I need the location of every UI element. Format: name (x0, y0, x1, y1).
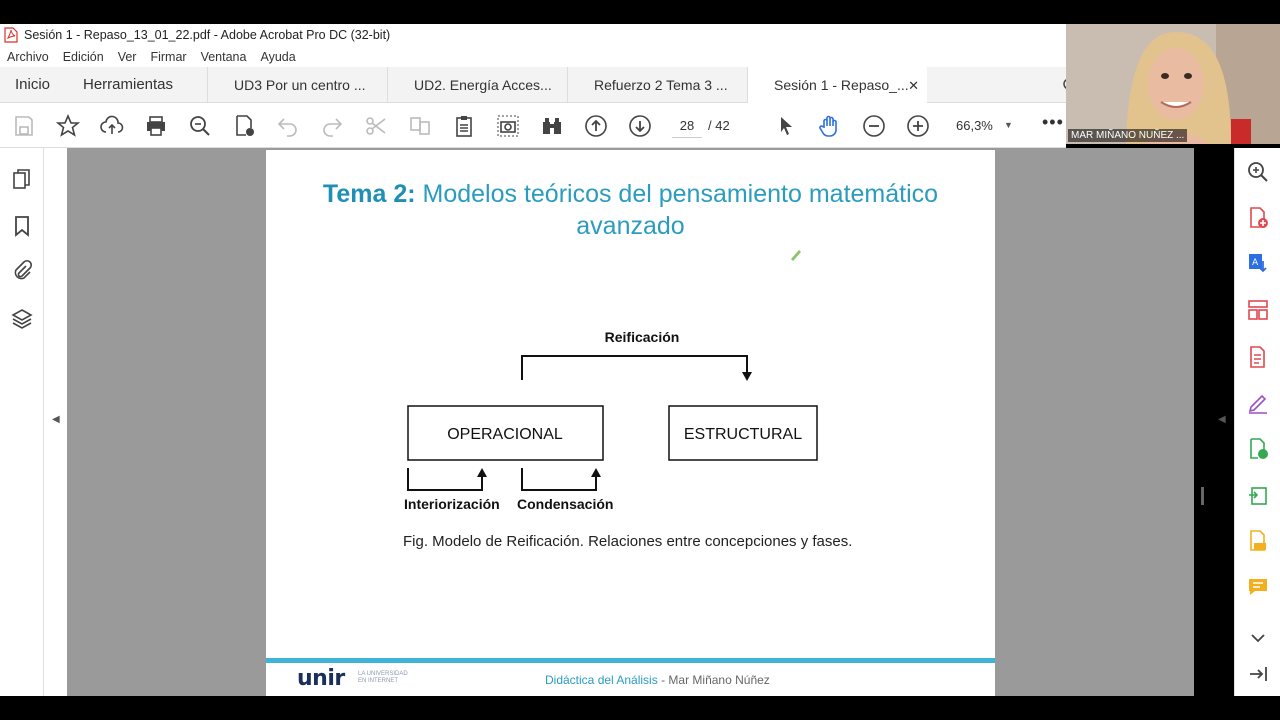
reification-arrow (522, 356, 747, 380)
pointer-icon[interactable] (774, 114, 798, 138)
tab-inicio[interactable]: Inicio (15, 76, 51, 93)
close-tab-icon[interactable]: ✕ (908, 78, 919, 93)
tab-herramientas[interactable]: Herramientas (83, 76, 174, 93)
share-icon[interactable] (1246, 437, 1270, 461)
window-title: Sesión 1 - Repaso_13_01_22.pdf - Adobe Acrobat Pro DC (32-bit) (24, 28, 391, 42)
menu-edicion[interactable]: Edición (62, 49, 104, 64)
participant-name: MAR MIÑANO NUÑEZ ... (1068, 129, 1187, 142)
footer-accent-line (266, 658, 995, 663)
slide-title-rest: Modelos teóricos del pensamiento matemático avanzado (415, 180, 939, 240)
camera-icon[interactable] (496, 114, 520, 138)
compare-icon[interactable] (408, 114, 432, 138)
fill-sign-icon[interactable] (1246, 391, 1270, 415)
condensacion-arrowhead (591, 468, 601, 477)
chevron-down-icon[interactable]: ▼ (1004, 120, 1013, 130)
pdf-page (266, 150, 995, 696)
tagline-line-1: LA UNIVERSIDAD (358, 671, 408, 677)
left-navigation-panel (0, 148, 44, 696)
page-down-icon[interactable] (628, 114, 652, 138)
menu-firmar[interactable]: Firmar (150, 49, 187, 64)
pen-mark-icon (788, 246, 804, 262)
footer-course-author (545, 673, 770, 687)
tagline-line-2: EN INTERNET (358, 678, 399, 684)
screen-top-border (0, 0, 1280, 24)
upload-cloud-icon[interactable] (100, 114, 124, 138)
edit-pdf-icon[interactable] (232, 114, 256, 138)
zoom-out-icon[interactable] (862, 114, 886, 138)
condensacion-label: Condensación (517, 496, 614, 512)
print-icon[interactable] (144, 114, 168, 138)
interiorizacion-arrow (408, 468, 482, 490)
clipboard-icon[interactable] (452, 114, 476, 138)
layers-icon[interactable] (10, 307, 34, 331)
collapse-right-icon[interactable]: ◀ (1218, 414, 1226, 425)
search-zoom-icon[interactable] (188, 114, 212, 138)
screen-bottom-border (0, 696, 1280, 720)
menu-archivo[interactable]: Archivo (7, 49, 49, 64)
tabs-bar (0, 67, 1066, 103)
comment-icon[interactable] (1246, 575, 1270, 599)
doc-tab-ud2[interactable] (387, 67, 567, 103)
save-icon[interactable] (12, 114, 36, 138)
attachment-icon[interactable] (10, 259, 34, 283)
page-up-icon[interactable] (584, 114, 608, 138)
footer-author: Mar Miñano Núñez (668, 673, 770, 687)
undo-icon[interactable] (276, 114, 300, 138)
menu-ver[interactable]: Ver (117, 49, 137, 64)
edit-document-icon[interactable] (1246, 345, 1270, 369)
scissors-icon[interactable] (364, 114, 388, 138)
binoculars-icon[interactable] (540, 114, 564, 138)
more-options-icon[interactable]: ••• (1042, 112, 1064, 132)
reification-arrowhead (742, 372, 752, 381)
organize-pages-icon[interactable] (1246, 298, 1270, 322)
page-number-input[interactable]: 28 (672, 114, 702, 138)
doc-tab-label: Refuerzo 2 Tema 3 ... (594, 77, 728, 93)
interiorizacion-label: Interiorización (404, 496, 500, 512)
menu-ayuda[interactable]: Ayuda (260, 49, 296, 64)
compress-icon[interactable] (1246, 483, 1270, 507)
footer-course: Didáctica del Análisis (545, 673, 658, 687)
zoom-in-icon[interactable] (906, 114, 930, 138)
hand-icon[interactable] (818, 114, 842, 138)
page-total: / 42 (708, 118, 730, 133)
box-operacional-label: OPERACIONAL (447, 426, 563, 443)
right-tools-panel (1234, 148, 1280, 696)
bookmark-icon[interactable] (10, 214, 34, 238)
figure-caption: Fig. Modelo de Reificación. Relaciones entre concepciones y fases. (403, 533, 853, 550)
diagram-top-label: Reificación (604, 329, 680, 345)
redo-icon[interactable] (320, 114, 344, 138)
menu-bar (0, 46, 1066, 67)
doc-tab-ud3[interactable] (207, 67, 387, 103)
pages-icon[interactable] (10, 167, 34, 191)
doc-tab-label: Sesión 1 - Repaso_... (774, 77, 909, 93)
title-bar (0, 24, 1066, 46)
unir-logo-tagline (358, 671, 408, 685)
participant-video-image (1066, 24, 1280, 144)
zoom-level-select[interactable]: 66,3% (956, 118, 993, 133)
interiorizacion-arrowhead (477, 468, 487, 477)
export-pdf-icon[interactable] (1246, 251, 1270, 275)
star-icon[interactable] (56, 114, 80, 138)
vertical-scrollbar-thumb[interactable] (1201, 487, 1204, 505)
unir-logo: unir (297, 666, 345, 691)
footer-separator: - (657, 673, 669, 687)
slide-title-bold: Tema 2: (322, 180, 416, 208)
menu-ventana[interactable]: Ventana (200, 49, 247, 64)
doc-tab-refuerzo[interactable] (567, 67, 747, 103)
box-estructural-label: ESTRUCTURAL (683, 426, 803, 443)
zoom-search-icon[interactable] (1246, 160, 1270, 184)
slide-title (266, 178, 995, 242)
svg-text:A: A (1252, 258, 1259, 268)
acrobat-pdf-icon (4, 27, 18, 43)
create-pdf-icon[interactable] (1246, 206, 1270, 230)
expand-tools-icon[interactable] (1246, 626, 1270, 650)
doc-tab-label: UD3 Por un centro ... (234, 77, 366, 93)
collapse-left-icon[interactable]: ◀ (52, 414, 60, 425)
webcam-video (1066, 24, 1280, 144)
reification-diagram (396, 320, 826, 520)
doc-tab-sesion1[interactable] (747, 67, 927, 103)
scan-icon[interactable] (1246, 529, 1270, 553)
doc-tab-label: UD2. Energía Acces... (414, 77, 552, 93)
toolbar (0, 103, 1066, 148)
collapse-panel-icon[interactable] (1246, 662, 1270, 686)
condensacion-arrow (522, 468, 596, 490)
